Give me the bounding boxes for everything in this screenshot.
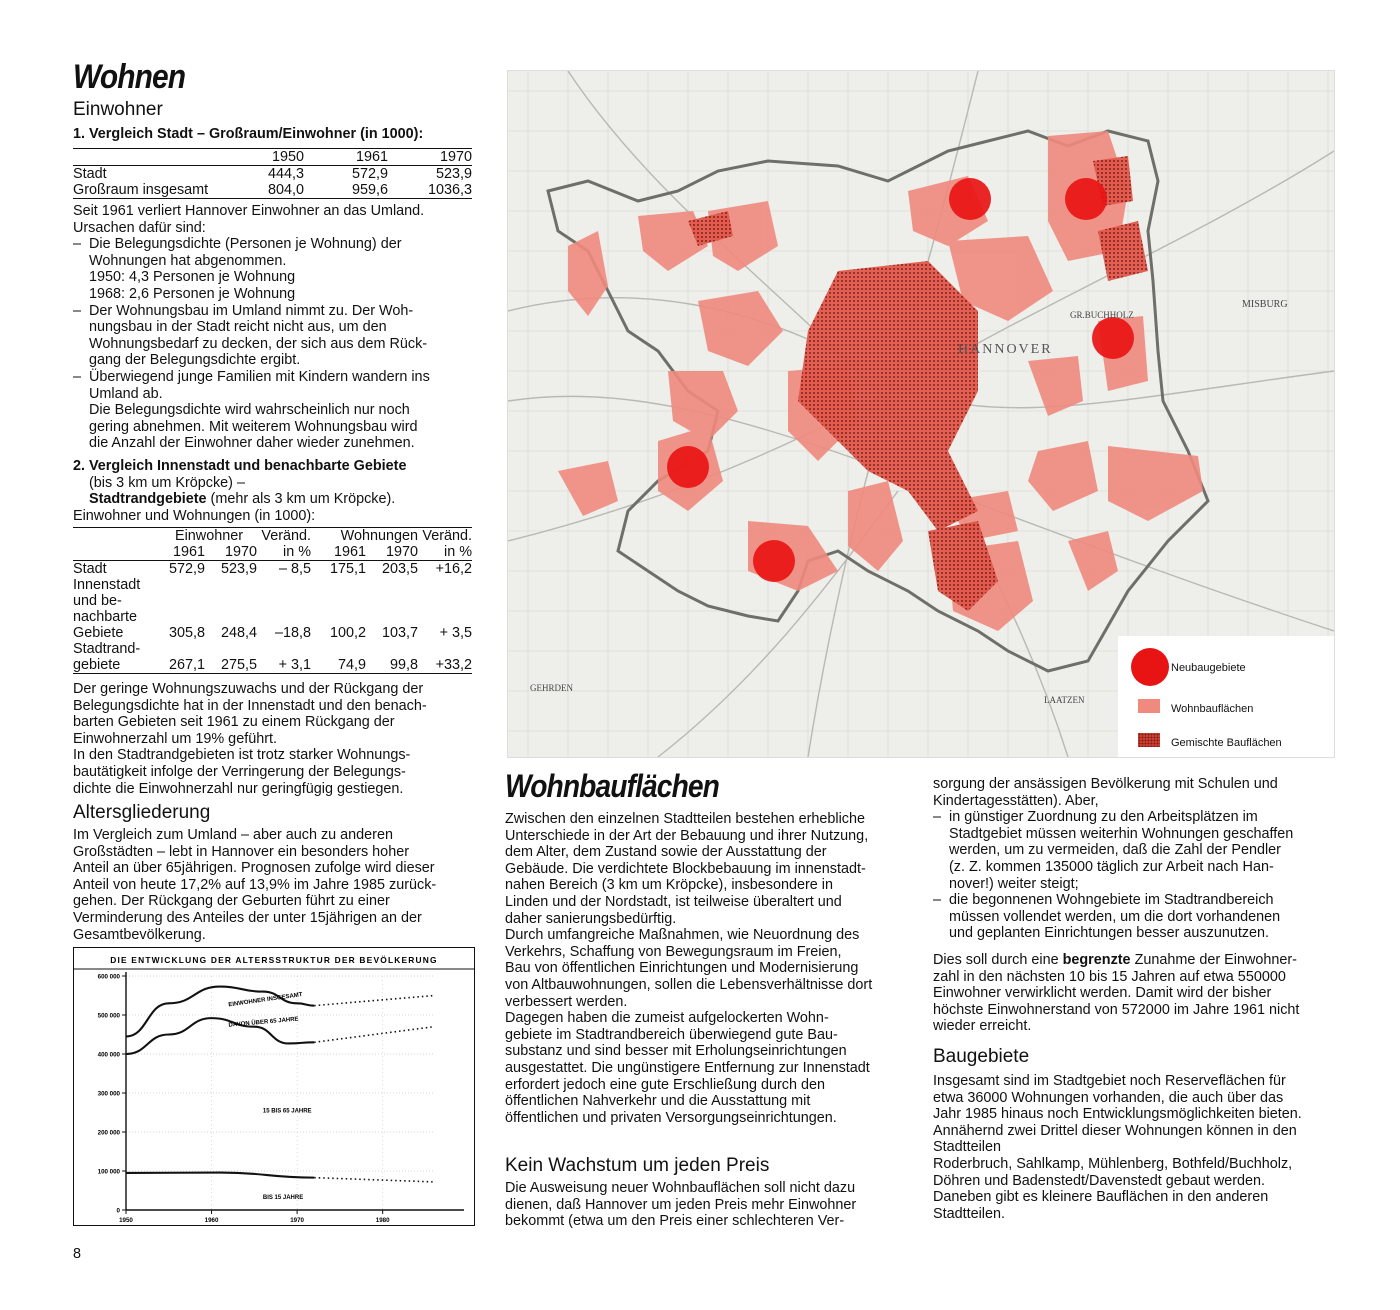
table-cell: 305,8 xyxy=(168,625,205,641)
text-line: Daneben gibt es kleinere Bauflächen in den anderen xyxy=(933,1189,1269,1206)
paragraph-versorgung xyxy=(933,776,1293,942)
text-line: Der geringe Wohnungszuwachs und der Rückgang der xyxy=(73,681,424,697)
table-header-row xyxy=(73,544,472,561)
table-cell: Innenstadt xyxy=(73,577,141,593)
text-line: öffentlichen und privaten Versorgungseinrichtungen. xyxy=(505,1109,837,1126)
text-line: gehen. Der Rückgang der Geburten führt zu einer xyxy=(73,893,390,910)
heading-kein-wachstum: Kein Wachstum um jeden Preis xyxy=(505,1155,770,1176)
page-title: Wohnen xyxy=(73,58,186,96)
text-bold: begrenzte xyxy=(1062,952,1131,968)
table-header-cell: Einwohner xyxy=(175,528,243,544)
text-line: Stadtteilen. xyxy=(933,1205,1006,1222)
text-line: substanz und sind besser mit Erholungseinrichtungen xyxy=(505,1043,847,1060)
table-cell: 572,9 xyxy=(168,561,205,577)
text-line: Döhren und Badenstedt/Davenstedt gebaut werden. xyxy=(933,1172,1266,1189)
legend-circle-icon xyxy=(1131,648,1169,686)
text-line: daher sanierungsbedürftig. xyxy=(505,910,677,927)
table-row xyxy=(73,625,472,641)
table-stadt-grossraum xyxy=(73,148,472,199)
table-header-cell: 1970 xyxy=(439,149,472,165)
table-cell: gebiete xyxy=(73,657,121,673)
y-tick-label: 400 000 xyxy=(97,1051,120,1059)
text-line: Anteil an über 65jährigen. Prognosen zufolge wird dieser xyxy=(73,860,435,877)
text-line: Durch umfangreiche Maßnahmen, wie Neuordnung des xyxy=(505,927,860,944)
text-line: nungsbau in der Stadt reicht nicht aus, um den xyxy=(89,319,387,336)
table-header-cell: in % xyxy=(283,544,311,560)
text-line: werden, um zu vermeiden, daß die Zahl der Pendler xyxy=(949,842,1281,859)
text-line: Seit 1961 verliert Hannover Einwohner an das Umland. xyxy=(73,203,425,219)
text-line: nahen Bereich (3 km um Kröpcke), insbesondere in xyxy=(505,877,833,894)
annotation-label: 15 BIS 65 JAHRE xyxy=(262,1108,312,1115)
text-span: Zunahme der Einwohner- xyxy=(1130,952,1297,968)
legend-label-gemischte-bauflaechen: Gemischte Bauflächen xyxy=(1171,737,1282,749)
text-line: höchste Einwohnerstand von 572000 im Jahre 1961 nicht xyxy=(933,1001,1300,1018)
paragraph-baugebiete xyxy=(933,1073,1302,1222)
place-label-gr-buchholz: GR.BUCHHOLZ xyxy=(1070,310,1134,320)
text-line: gering abnehmen. Mit weiterem Wohnungsbau wird xyxy=(89,418,418,435)
table-row xyxy=(73,182,472,199)
x-tick-label: 1970 xyxy=(290,1217,304,1224)
table-row xyxy=(73,657,472,674)
table-cell: 959,6 xyxy=(351,182,388,198)
text-line: in günstiger Zuordnung zu den Arbeitsplätzen im xyxy=(949,809,1258,826)
table-cell: + 3,1 xyxy=(278,657,311,673)
text-line: Überwiegend junge Familien mit Kindern wandern ins xyxy=(89,368,430,385)
table-header-cell: in % xyxy=(444,544,472,560)
bullet-dash: – xyxy=(933,892,942,909)
text-line: Stadtteilen xyxy=(933,1139,1002,1156)
text-line: Insgesamt sind im Stadtgebiet noch Reserveflächen für xyxy=(933,1073,1286,1089)
table-header-cell: Wohnungen xyxy=(340,528,418,544)
text-line: Kindertagesstätten). Aber, xyxy=(933,792,1099,809)
section1-heading: 1. Vergleich Stadt – Großraum/Einwohner (in 1000): xyxy=(73,126,424,142)
section2 xyxy=(73,458,406,524)
text-line: ausgestattet. Die ungünstigere Entfernung zur Innenstadt xyxy=(505,1059,870,1076)
text-line: dem Alter, dem Zustand sowie der Ausstattung der xyxy=(505,844,827,861)
text-line: Gesamtbevölkerung. xyxy=(73,926,206,943)
text-line: Einwohner und Wohnungen (in 1000): xyxy=(73,507,316,524)
chart-marks xyxy=(126,987,434,1202)
series-label: DAVON ÜBER 65 JAHRE xyxy=(228,1016,299,1029)
table-cell: 572,9 xyxy=(351,166,388,182)
text-line: die Anzahl der Einwohner daher wieder zunehmen. xyxy=(89,435,415,452)
text-line: dienen, daß Hannover um jeden Preis mehr Einwohner xyxy=(505,1196,857,1213)
table-row xyxy=(73,166,472,183)
table-header-cell xyxy=(73,149,244,166)
text-line: Gebäude. Die verdichtete Blockbebauung im innenstadt- xyxy=(505,860,866,877)
text-line: Verkehrs, Schaffung von Bewegungsraum im Freien, xyxy=(505,943,842,960)
bullet-dash: – xyxy=(73,368,82,385)
text-line: sorgung der ansässigen Bevölkerung mit Schulen und xyxy=(933,776,1278,792)
bullet-item xyxy=(933,892,1293,942)
legend-dotted-square-icon xyxy=(1138,733,1160,747)
text-line: müssen vollendet werden, um die dort vorhandenen xyxy=(949,908,1281,925)
series-projection xyxy=(314,1178,434,1182)
table-innenstadt-stadtrand xyxy=(73,527,472,674)
text-bold: Stadtrandgebiete xyxy=(89,491,207,508)
text-line: die begonnenen Wohngebiete im Stadtrandbereich xyxy=(949,892,1274,909)
text-line: Einwohnerzahl um 19% geführt. xyxy=(73,730,277,747)
table-cell: +16,2 xyxy=(435,561,472,577)
table-row xyxy=(73,641,472,657)
table-header-row xyxy=(73,528,472,545)
text-line: Stadtgebiet müssen weiterhin Wohnungen geschaffen xyxy=(949,825,1294,842)
place-label-gehrden: GEHRDEN xyxy=(530,683,573,693)
series-projection xyxy=(314,996,434,1006)
chart-svg xyxy=(74,948,474,1225)
text-line: Der Wohnungsbau im Umland nimmt zu. Der Woh- xyxy=(89,302,414,319)
text-line: Die Belegungsdichte wird wahrscheinlich nur noch xyxy=(89,402,410,419)
series-line xyxy=(126,1173,314,1178)
text-line: Die Ausweisung neuer Wohnbauflächen soll nicht dazu xyxy=(505,1180,856,1196)
table-cell: 444,3 xyxy=(267,166,304,182)
table-cell: nachbarte xyxy=(73,609,138,625)
table-cell: Gebiete xyxy=(73,625,124,641)
table-row xyxy=(73,577,472,593)
map-legend xyxy=(1118,636,1334,757)
table-header-cell: 1950 xyxy=(271,149,304,165)
table-cell: 1036,3 xyxy=(427,182,472,198)
text-line: Bau von öffentlichen Einrichtungen und Modernisierung xyxy=(505,960,859,977)
y-tick-label: 600 000 xyxy=(97,973,120,981)
table-header-cell: Veränd. xyxy=(261,528,311,544)
heading-baugebiete: Baugebiete xyxy=(933,1046,1030,1067)
text-line: Unterschiede in der Art der Bebauung und ihrer Nutzung, xyxy=(505,827,869,844)
text-line: nover!) weiter steigt; xyxy=(949,875,1079,892)
text-line: Linden und der Nordstadt, ist teilweise überaltert und xyxy=(505,893,842,910)
table-cell: 175,1 xyxy=(329,561,366,577)
text-line: von Altbauwohnungen, sollen die Lebensverhältnisse dort xyxy=(505,976,873,993)
section2-heading: 2. Vergleich Innenstadt und benachbarte Gebiete xyxy=(73,458,407,474)
chart-axes xyxy=(74,969,474,1224)
text-line: öffentlichen Nahverkehr und die Ausstattung mit xyxy=(505,1093,811,1110)
bullet-item xyxy=(933,809,1293,892)
bullet-dash: – xyxy=(73,302,82,319)
table-cell: 248,4 xyxy=(220,625,257,641)
table-cell: 100,2 xyxy=(329,625,366,641)
text-line: Annähernd zwei Drittel dieser Wohnungen können in den xyxy=(933,1122,1297,1139)
table-header-cell: 1970 xyxy=(224,544,257,560)
city-label: HANNOVER xyxy=(958,342,1053,357)
legend-label-neubaugebiete: Neubaugebiete xyxy=(1171,662,1246,674)
table-cell: und be- xyxy=(73,593,122,609)
text-line: gang der Belegungsdichte ergibt. xyxy=(89,352,301,369)
table-cell: – 8,5 xyxy=(278,561,311,577)
paragraph-kein-wachstum xyxy=(505,1180,856,1230)
chart-title: DIE ENTWICKLUNG DER ALTERSSTRUKTUR DER BEVÖLKERUNG xyxy=(110,955,438,965)
altersstruktur-chart xyxy=(73,947,475,1226)
table-header-cell: 1961 xyxy=(355,149,388,165)
y-tick-label: 200 000 xyxy=(97,1129,120,1137)
text-line: (bis 3 km um Kröpcke) – xyxy=(89,474,245,491)
text-line: barten Gebieten seit 1961 zu einem Rückgang der xyxy=(73,714,395,731)
x-tick-label: 1960 xyxy=(204,1217,219,1224)
series-projection xyxy=(314,1027,434,1043)
table-row xyxy=(73,561,472,578)
table-cell: 99,8 xyxy=(389,657,418,673)
table-cell: Großraum insgesamt xyxy=(73,182,209,198)
text-line: 1950: 4,3 Personen je Wohnung xyxy=(89,269,296,286)
table-cell: Stadt xyxy=(73,561,107,577)
text-line: Die Belegungsdichte (Personen je Wohnung) der xyxy=(89,236,402,253)
text-line: und geplanten Einrichtungen besser auszunutzen. xyxy=(949,925,1270,942)
text-line: Ursachen dafür sind: xyxy=(73,219,206,236)
table-cell: 203,5 xyxy=(381,561,418,577)
table-cell: +33,2 xyxy=(435,657,472,673)
bullet-item xyxy=(73,303,430,369)
place-label-misburg: MISBURG xyxy=(1242,299,1288,310)
text-line: Wohnungen hat abgenommen. xyxy=(89,252,287,269)
text-line: Verminderung des Anteiles der unter 15jährigen an der xyxy=(73,909,422,926)
text-line: bekommt (etwa um den Preis einer schlechteren Ver- xyxy=(505,1213,845,1230)
paragraph-umland xyxy=(73,203,430,452)
table-cell: Stadtrand- xyxy=(73,641,141,657)
text-line: Anteil von heute 17,2% auf 13,9% im Jahre 1985 zurück- xyxy=(73,876,437,893)
series-label: EINWOHNER INSGESAMT xyxy=(228,992,303,1009)
text-line: Zwischen den einzelnen Stadtteilen bestehen erhebliche xyxy=(505,811,866,827)
text-line: Umland ab. xyxy=(89,385,163,402)
subtitle-einwohner: Einwohner xyxy=(73,99,163,120)
table-cell: 523,9 xyxy=(220,561,257,577)
hannover-map xyxy=(507,70,1335,758)
text-line: Dagegen haben die zumeist aufgelockerten Wohn- xyxy=(505,1010,829,1027)
text-line: 1968: 2,6 Personen je Wohnung xyxy=(89,285,296,302)
page-number: 8 xyxy=(73,1246,82,1262)
text-line: (mehr als 3 km um Kröpcke). xyxy=(206,491,396,508)
table-cell: 267,1 xyxy=(168,657,205,673)
x-tick-label: 1980 xyxy=(375,1217,390,1224)
table-cell: 74,9 xyxy=(337,657,366,673)
text-line: wieder erreicht. xyxy=(933,1018,1032,1035)
text-line: Jahr 1985 hinaus noch Entwicklungsmöglichkeiten bieten. xyxy=(933,1106,1302,1123)
bullet-item xyxy=(73,236,430,302)
table-row xyxy=(73,593,472,609)
legend-square-icon xyxy=(1138,699,1160,713)
heading-altersgliederung: Altersgliederung xyxy=(73,802,211,823)
series-label: BIS 15 JAHRE xyxy=(262,1195,304,1202)
text-line: Roderbruch, Sahlkamp, Mühlenberg, Bothfeld/Buchholz, xyxy=(933,1155,1293,1172)
table-header-row xyxy=(73,149,472,166)
table-cell: 275,5 xyxy=(220,657,257,673)
text-line: Im Vergleich zum Umland – aber auch zu anderen xyxy=(73,827,393,843)
text-line: Belegungsdichte hat in der Innenstadt und den benach- xyxy=(73,697,427,714)
table-cell: 523,9 xyxy=(435,166,472,182)
text-line: dichte die Einwohnerzahl nur geringfügig gestiegen. xyxy=(73,780,404,797)
table-header-cell: 1961 xyxy=(172,544,205,560)
place-label-laatzen: LAATZEN xyxy=(1044,695,1085,705)
bullet-dash: – xyxy=(73,236,82,253)
paragraph-altersgliederung xyxy=(73,827,436,943)
bullet-item xyxy=(73,369,430,452)
table-cell: 804,0 xyxy=(267,182,304,198)
y-tick-label: 300 000 xyxy=(97,1090,120,1098)
text-line: verbessert werden. xyxy=(505,993,628,1010)
text-line: Einwohner verwirklicht werden. Damit wird der bisher xyxy=(933,985,1272,1002)
table-row xyxy=(73,609,472,625)
table-cell: –18,8 xyxy=(274,625,311,641)
y-tick-label: 100 000 xyxy=(97,1168,120,1176)
paragraph-begrenzte-zunahme xyxy=(933,952,1299,1035)
bullet-dash: – xyxy=(933,809,942,826)
table-header-cell: 1961 xyxy=(333,544,366,560)
y-tick-label: 0 xyxy=(116,1207,120,1215)
text-line: gebiete im Stadtrandbereich überwiegend gute Bau- xyxy=(505,1026,838,1043)
text-line: bautätigkeit infolge der Verringerung der Belegungs- xyxy=(73,763,406,780)
table-cell: + 3,5 xyxy=(439,625,472,641)
text-line: etwa 36000 Wohnungen vorhanden, die auch über das xyxy=(933,1089,1284,1106)
text-line: Wohnungsbedarf zu decken, der sich aus dem Rück- xyxy=(89,335,428,352)
x-tick-label: 1950 xyxy=(119,1217,133,1224)
y-tick-label: 500 000 xyxy=(97,1012,120,1020)
text-line: Großstädten – lebt in Hannover ein besonders hoher xyxy=(73,843,409,860)
paragraph-wohnbauflaechen xyxy=(505,811,872,1126)
legend-label-wohnbauflaechen: Wohnbauflächen xyxy=(1171,703,1254,715)
table-header-cell: Veränd. xyxy=(422,528,472,544)
table-cell: 103,7 xyxy=(381,625,418,641)
text-line: (z. Z. kommen 135000 täglich zur Arbeit nach Han- xyxy=(949,858,1274,875)
text-line: In den Stadtrandgebieten ist trotz starker Wohnungs- xyxy=(73,747,411,764)
text-line: zahl in den nächsten 10 bis 15 Jahren auf etwa 550000 xyxy=(933,968,1286,985)
text-span: Dies soll durch eine xyxy=(933,952,1063,968)
heading-wohnbauflaechen: Wohnbauflächen xyxy=(505,768,720,804)
table-header-cell: 1970 xyxy=(385,544,418,560)
text-line: erfordert jedoch eine gute Erschließung durch den xyxy=(505,1076,825,1093)
table-cell: Stadt xyxy=(73,166,107,182)
paragraph-wohnungszuwachs xyxy=(73,681,427,797)
